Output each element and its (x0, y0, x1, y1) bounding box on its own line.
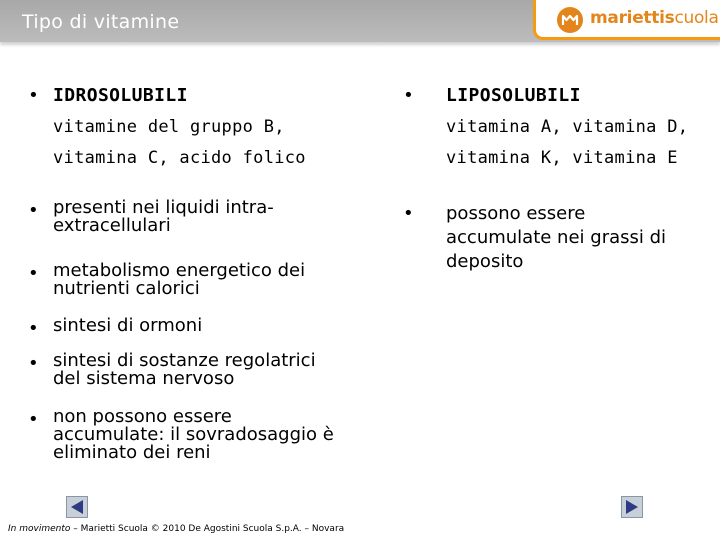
publisher-logo (533, 0, 720, 40)
bullet: • (28, 263, 39, 284)
right-heading-detail (446, 112, 688, 174)
idrosolubili-heading: IDROSOLUBILI (53, 85, 188, 106)
next-slide-button[interactable] (621, 496, 643, 518)
previous-slide-button[interactable] (66, 496, 88, 518)
triangle-left-icon (67, 497, 87, 517)
logo-wordmark: mariettiscuola (590, 8, 719, 28)
liposolubili-heading: LIPOSOLUBILI (446, 85, 581, 106)
right-heading-line1: vitamina A, vitamina D, (446, 117, 689, 137)
footer-copyright: – Marietti Scuola © 2010 De Agostini Scuola S.p.A. – Novara (70, 524, 345, 534)
slide-title: Tipo di vitamine (22, 11, 180, 33)
triangle-right-icon (622, 497, 642, 517)
bullet: • (403, 203, 414, 224)
title-bar (0, 0, 720, 42)
list-item-line: eliminato dei reni (53, 442, 211, 463)
marietti-logo-icon (556, 6, 584, 34)
list-item-line: nutrienti calorici (53, 278, 200, 299)
right-heading-line2: vitamina K, vitamina E (446, 148, 678, 168)
list-item-line: del sistema nervoso (53, 368, 235, 389)
list-item-line: deposito (446, 251, 524, 272)
left-heading-line1: vitamine del gruppo B, (53, 117, 285, 137)
copyright-footer (8, 524, 344, 534)
bullet: • (28, 318, 39, 339)
list-item-line: accumulate nei grassi di (446, 227, 667, 248)
list-item-line: extracellulari (53, 215, 171, 236)
list-item-line: metabolismo energetico dei (53, 260, 306, 281)
bullet: • (28, 85, 39, 106)
list-item-line: accumulate: il sovradosaggio è (53, 424, 334, 445)
footer-book-title: In movimento (8, 524, 71, 534)
list-item-line: presenti nei liquidi intra- (53, 197, 274, 218)
bullet: • (28, 409, 39, 430)
bullet: • (28, 200, 39, 221)
bullet: • (28, 353, 39, 374)
list-item-line: non possono essere (53, 406, 232, 427)
list-item-line: possono essere (446, 203, 586, 224)
list-item-line: sintesi di ormoni (53, 315, 203, 336)
left-heading-detail (53, 112, 306, 174)
left-heading-line2: vitamina C, acido folico (53, 148, 306, 168)
list-item-line: sintesi di sostanze regolatrici (53, 350, 316, 371)
bullet: • (403, 85, 414, 106)
